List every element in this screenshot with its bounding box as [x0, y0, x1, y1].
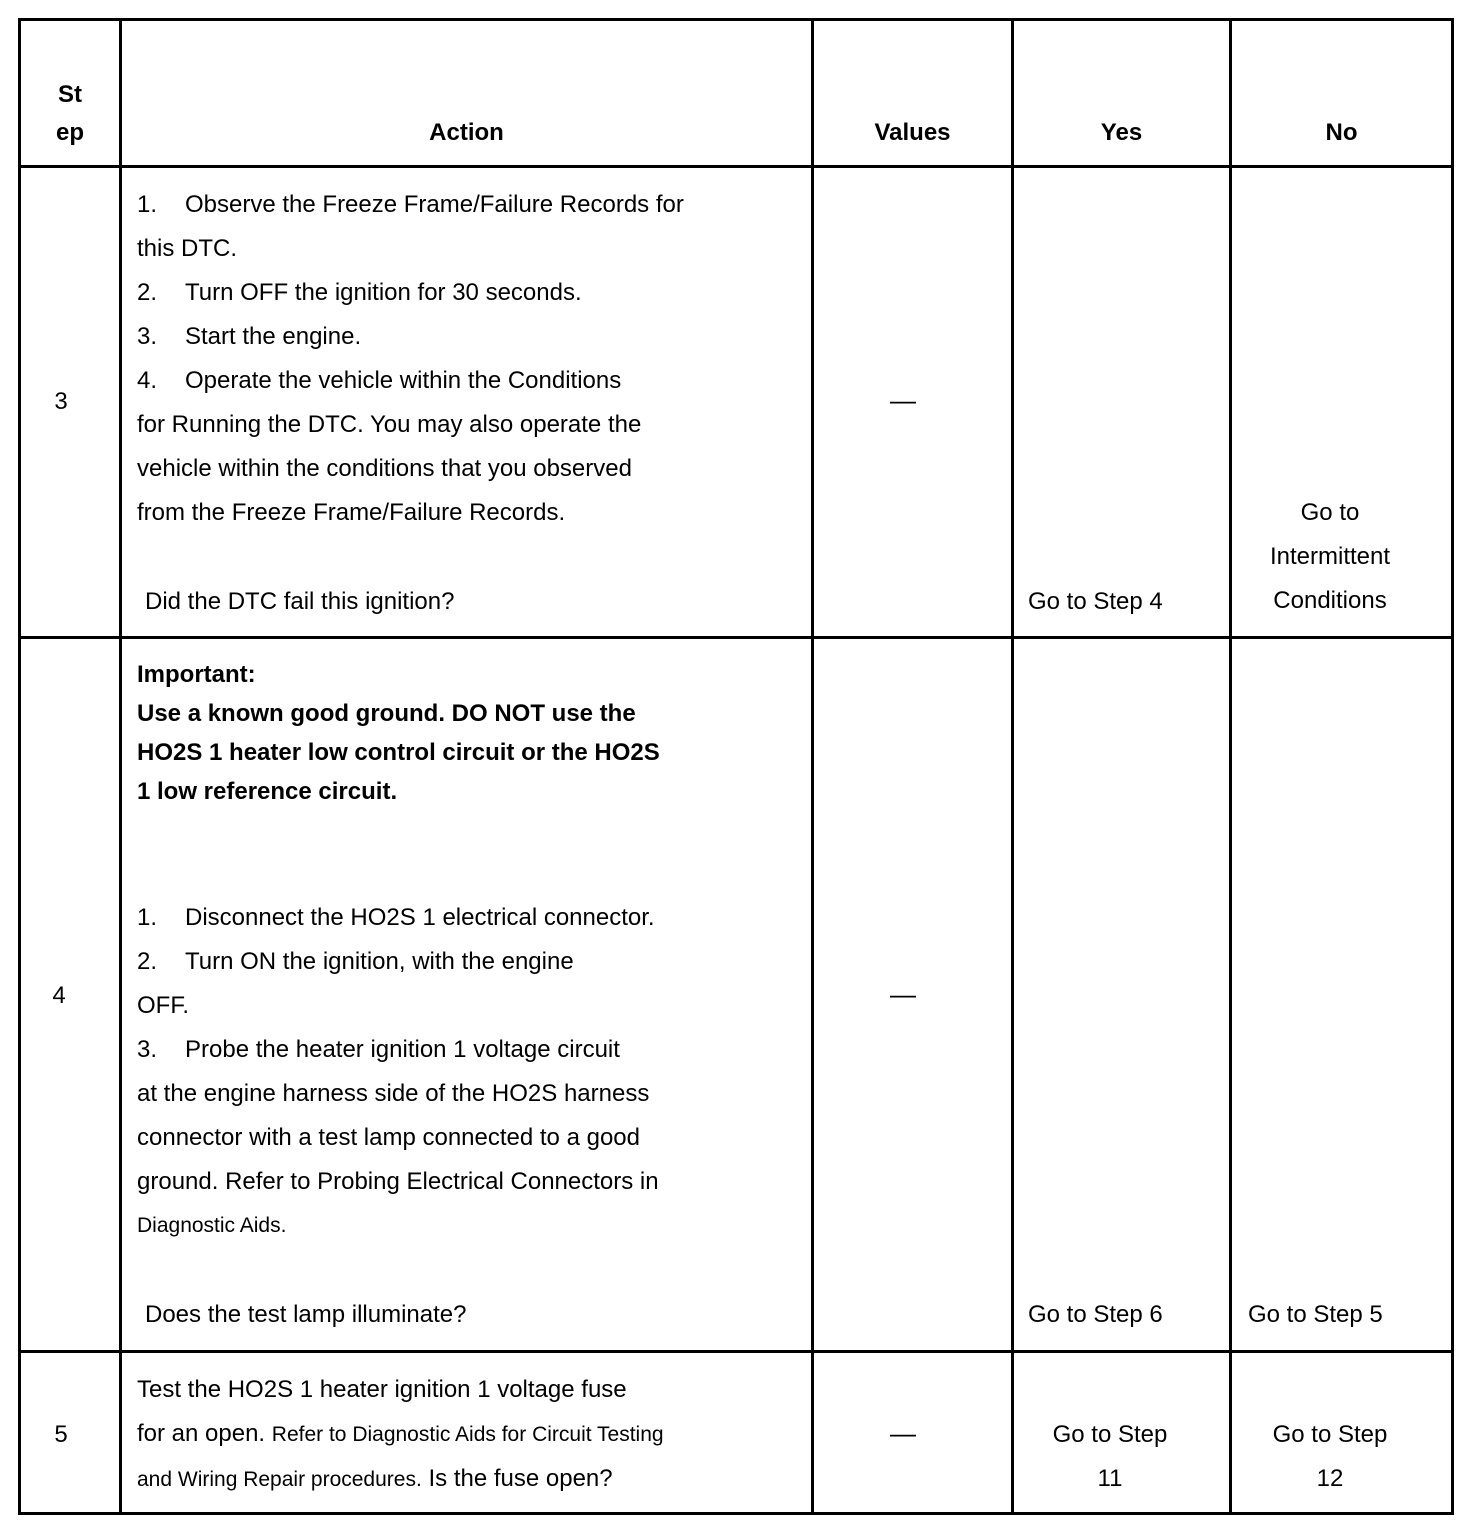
values-dash: — — [890, 979, 916, 1009]
header-step — [21, 76, 119, 152]
row-divider — [18, 636, 1454, 639]
action-line: and Wiring Repair procedures. Is the fuse open? — [137, 1465, 613, 1492]
action-line: for an open. Refer to Diagnostic Aids for Circuit Testing — [137, 1420, 664, 1447]
column-divider — [1011, 18, 1014, 1515]
action-list — [137, 183, 684, 535]
values-dash: — — [890, 1418, 916, 1448]
action-line: 3. Start the engine. — [137, 323, 362, 350]
yes-result — [1014, 1413, 1206, 1501]
action-list — [137, 896, 659, 1248]
column-divider — [811, 18, 814, 1515]
step-number: 4 — [52, 982, 66, 1009]
no-result-line: Conditions — [1273, 587, 1387, 614]
action-question: Does the test lamp illuminate? — [145, 1301, 467, 1328]
important-line: Important: — [137, 661, 256, 688]
no-result-line: Go to Step — [1272, 1421, 1388, 1448]
no-result — [1232, 491, 1428, 623]
action-line: vehicle within the conditions that you observed — [137, 455, 632, 482]
important-line: 1 low reference circuit. — [137, 778, 398, 805]
no-result-line: Go to — [1300, 499, 1360, 526]
action-line: ground. Refer to Probing Electrical Connectors in — [137, 1168, 659, 1195]
header-divider — [18, 165, 1454, 168]
step-number: 5 — [54, 1421, 68, 1448]
table-border-right — [1451, 18, 1454, 1515]
no-result-line: 12 — [1316, 1465, 1344, 1492]
no-result-line: Intermittent — [1269, 543, 1391, 570]
column-divider — [1229, 18, 1232, 1515]
action-line: at the engine harness side of the HO2S harness — [137, 1080, 650, 1107]
action-line: for Running the DTC. You may also operate the — [137, 411, 642, 438]
action-line: 4. Operate the vehicle within the Conditions — [137, 367, 622, 394]
yes-result-line: 11 — [1097, 1465, 1123, 1492]
table-border-left — [18, 18, 21, 1515]
header-step-line1: St — [58, 81, 82, 108]
values-dash: — — [890, 385, 916, 415]
action-line: connector with a test lamp connected to a good — [137, 1124, 640, 1151]
important-line: HO2S 1 heater low control circuit or the HO2S — [137, 739, 660, 766]
table-border-top — [18, 18, 1454, 21]
action-line: this DTC. — [137, 235, 238, 262]
header-yes: Yes — [1100, 119, 1143, 146]
action-line: 3. Probe the heater ignition 1 voltage circuit — [137, 1036, 620, 1063]
step-number: 3 — [54, 388, 68, 415]
header-action: Action — [429, 119, 504, 146]
action-line: OFF. — [137, 992, 189, 1019]
no-result: Go to Step 5 — [1248, 1301, 1383, 1328]
action-text — [137, 1368, 664, 1502]
yes-result-line: Go to Step — [1052, 1421, 1168, 1448]
important-note — [137, 655, 660, 811]
row-divider — [18, 1350, 1454, 1353]
action-line: 1. Disconnect the HO2S 1 electrical connector. — [137, 904, 655, 931]
header-no: No — [1325, 119, 1358, 146]
action-line: Diagnostic Aids. — [137, 1214, 287, 1237]
action-question: Did the DTC fail this ignition? — [145, 588, 455, 615]
yes-result: Go to Step 6 — [1028, 1301, 1163, 1328]
action-line: 2. Turn OFF the ignition for 30 seconds. — [137, 279, 582, 306]
action-line: 2. Turn ON the ignition, with the engine — [137, 948, 574, 975]
important-line: Use a known good ground. DO NOT use the — [137, 700, 636, 727]
action-line: Test the HO2S 1 heater ignition 1 voltage fuse — [137, 1376, 627, 1403]
header-values: Values — [874, 119, 951, 146]
column-divider — [119, 18, 122, 1515]
no-result — [1232, 1413, 1428, 1501]
action-line: 1. Observe the Freeze Frame/Failure Records for — [137, 191, 684, 218]
yes-result: Go to Step 4 — [1028, 588, 1163, 615]
header-step-line2: ep — [55, 119, 84, 146]
action-line: from the Freeze Frame/Failure Records. — [137, 499, 566, 526]
table-border-bottom — [18, 1512, 1454, 1515]
